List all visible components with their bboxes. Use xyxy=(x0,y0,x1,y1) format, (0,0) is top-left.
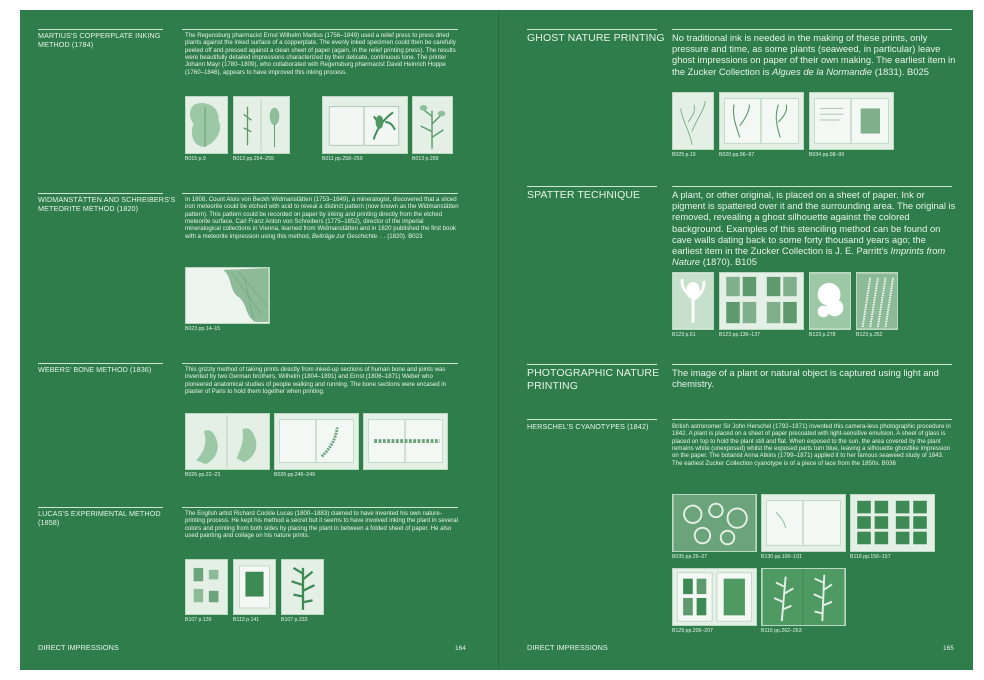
section-rule xyxy=(38,507,163,508)
section-rule xyxy=(182,29,458,30)
thumbnail-image xyxy=(761,568,846,626)
thumbnail-image xyxy=(363,413,448,470)
thumbnail-image xyxy=(274,413,359,470)
section-body-photographic: The image of a plant or natural object is captured using light and chemistry. xyxy=(672,367,939,390)
section-rule xyxy=(182,507,458,508)
section-title-ghost: GHOST NATURE PRINTING xyxy=(527,32,665,44)
thumbnail-image xyxy=(719,272,804,330)
thumbnail-image xyxy=(672,494,757,552)
thumbnail-image xyxy=(672,272,714,330)
section-rule xyxy=(182,193,458,194)
thumbnail-caption: B015 p.9 xyxy=(185,156,206,162)
section-rule xyxy=(182,363,458,364)
thumbnail-image xyxy=(809,272,851,330)
book-title: Imprints from Nature xyxy=(672,245,946,268)
page-number: 165 xyxy=(943,645,954,652)
thumbnail-image xyxy=(672,92,714,150)
section-title-lucas: LUCAS'S EXPERIMENTAL METHOD (1858) xyxy=(38,509,161,527)
section-title-martius: MARTIUS'S COPPERPLATE INKING METHOD (1784) xyxy=(38,31,161,49)
section-body-webers: This grizzly method of taking prints directly from inked-up sections of human bone and joints was invented by two German brothers, Wilhelm (1804–1891) and Ernst (1806–1871) Weber who pioneered anatomical studies of people walking and running. The bone sections were encased in plaster of Paris to hold them together when printing. xyxy=(185,366,447,396)
section-rule xyxy=(527,364,657,365)
section-body-herschel: British astronomer Sir John Herschel (1792–1871) invented this camera-less photographic procedure in 1842. A plant is placed on a sheet of paper precoated with light-sensitive emulsion. A sheet of glass is placed on top to hold the plant still and flat. When exposed to the sun, the area covered by the plant remains white (unexposed) whilst the exposed parts turn blue, leaving a silhouette ghostlike impression on the paper. The botanist Anna Atkins (1799–1871) applied it to her famous seaweed study of 1843. The earliest Zucker Collection cyanotype is of a piece of lace from the 1850s. B036 xyxy=(672,423,951,467)
left-page xyxy=(20,10,498,670)
body-text-end: (1820). B023 xyxy=(385,232,423,240)
section-title-spatter: SPATTER TECHNIQUE xyxy=(527,189,641,201)
thumbnail-image xyxy=(809,92,894,150)
thumbnail-caption: B035 pp.26–27 xyxy=(672,554,708,560)
thumbnail-caption: B026 pp.246–249 xyxy=(274,472,315,478)
thumbnail-caption: B123 p.51 xyxy=(672,332,696,338)
book-spread xyxy=(20,10,972,670)
thumbnail-caption: B013 p.289 xyxy=(412,156,439,162)
section-rule xyxy=(38,29,163,30)
thumbnail-image xyxy=(672,568,757,626)
section-title-widmanstatten: WIDMANSTÄTTEN AND SCHREIBERS'S METEORITE METHOD (1820) xyxy=(38,195,176,213)
body-text: No traditional ink is needed in the making of these prints, only pressure and time, as some plants (seaweed, in particular) leave ghost impressions on paper of their own making. The earliest item in the Zucker Collection is xyxy=(672,32,956,77)
section-body-spatter xyxy=(672,189,957,267)
thumbnail-caption: B129 pp.206–207 xyxy=(672,628,713,634)
section-rule xyxy=(672,419,952,420)
thumbnail-caption: B034 pp.98–99 xyxy=(809,152,845,158)
right-page xyxy=(498,10,973,670)
thumbnail-caption: B116 pp.262–263 xyxy=(761,628,802,634)
section-rule xyxy=(527,186,657,187)
thumbnail-caption: B116 pp.156–157 xyxy=(850,554,891,560)
thumbnail-image xyxy=(185,267,270,324)
thumbnail-caption: B026 pp.22–23 xyxy=(185,472,221,478)
section-title-herschel: HERSCHEL'S CYANOTYPES (1842) xyxy=(527,422,649,431)
running-footer: DIRECT IMPRESSIONS xyxy=(38,643,119,652)
thumbnail-caption: B011 pp.258–259 xyxy=(322,156,363,162)
page-number: 164 xyxy=(455,645,466,652)
section-rule xyxy=(527,419,657,420)
thumbnail-image xyxy=(412,96,453,154)
section-rule xyxy=(38,363,163,364)
thumbnail-caption: B013 pp.254–255 xyxy=(233,156,274,162)
thumbnail-caption: B113 p.141 xyxy=(233,617,260,623)
thumbnail-caption: B123 p.352 xyxy=(856,332,883,338)
running-footer: DIRECT IMPRESSIONS xyxy=(527,643,608,652)
thumbnail-image xyxy=(856,272,898,330)
thumbnail-image xyxy=(850,494,935,552)
body-text-end: (1870). B105 xyxy=(700,256,757,268)
body-text: In 1808, Count Alois von Beckh Widmanstätten (1753–1849), a mineralogist, discovered that a sliced iron meteorite could be etched with acid to reveal a distinct pattern (now known as the Widmanstätten pattern). This pattern could be recorded on paper by inking and printing directly from the etched meteorite surface. Carl Franz Anton von Schreibers (1775–1852), director of the imperial mineralogical collections in Vienna, learned from Widmanstätten and in 1820 published the first book with a meteorite impression using this method, xyxy=(185,196,459,240)
thumbnail-caption: B123 p.278 xyxy=(809,332,836,338)
thumbnail-image xyxy=(322,96,408,154)
thumbnail-caption: B023 pp.14–15 xyxy=(185,326,221,332)
section-rule xyxy=(38,193,163,194)
body-text: A plant, or other original, is placed on a sheet of paper. Ink or pigment is spattered over it and the surrounding area. The original is removed, revealing a ghost silhouette against the colored background. Examples of this stenciling method can be found on cave walls dating back to some forty thousand years ago; the earliest item in the Zucker Collection is J. E. Parritt's xyxy=(672,189,956,257)
thumbnail-caption: B020 pp.96–97 xyxy=(719,152,755,158)
thumbnail-image xyxy=(281,559,324,615)
section-body-ghost xyxy=(672,32,957,77)
section-title-photographic: PHOTOGRAPHIC NATURE PRINTING xyxy=(527,367,660,392)
thumbnail-caption: B107 p.333 xyxy=(281,617,308,623)
section-body-lucas: The English artist Richard Cockle Lucas (1800–1883) claimed to have invented his own nature-printing process. He kept his method a secret but it seems to have involved inking the plant in several colors and printing from both sides by placing the plant in between a folded sheet of paper. He also used painting and collage on his nature prints. xyxy=(185,510,459,540)
thumbnail-image xyxy=(233,559,276,615)
thumbnail-caption: B107 p.139 xyxy=(185,617,212,623)
section-rule xyxy=(672,364,952,365)
thumbnail-caption: B025 p.19 xyxy=(672,152,696,158)
thumbnail-image xyxy=(233,96,290,154)
thumbnail-image xyxy=(185,96,228,154)
book-title: Beiträge zur Geschichte. . . xyxy=(312,232,386,240)
section-rule xyxy=(527,29,657,30)
section-rule xyxy=(672,29,952,30)
thumbnail-image xyxy=(185,559,228,615)
thumbnail-image xyxy=(185,413,270,470)
section-body-martius: The Regensburg pharmacist Ernst Wilhelm Martius (1756–1849) used a relief press to press dried plants against the inked surface of a copperplate. The evenly inked specimen could then be carefully peeled off and pressed against a clean sheet of paper (again, in the relief printing press). The results were beautifully detailed impressions characterized by their delicate, continuous tone. The printer Johann Mayr (1780–1809), who collaborated with Regensburg pharmacist David Heinrich Hoppe (1760–1846), appears to have improved this inking process. xyxy=(185,32,456,76)
thumbnail-image xyxy=(761,494,846,552)
thumbnail-caption: B130 pp.100–101 xyxy=(761,554,802,560)
section-body-widmanstatten xyxy=(185,196,460,240)
body-text-end: (1831). B025 xyxy=(872,65,929,77)
thumbnail-image xyxy=(719,92,804,150)
section-rule xyxy=(672,186,952,187)
thumbnail-caption: B123 pp.136–137 xyxy=(719,332,760,338)
section-title-webers: WEBERS' BONE METHOD (1836) xyxy=(38,365,152,374)
book-title: Algues de la Normandie xyxy=(772,65,873,77)
